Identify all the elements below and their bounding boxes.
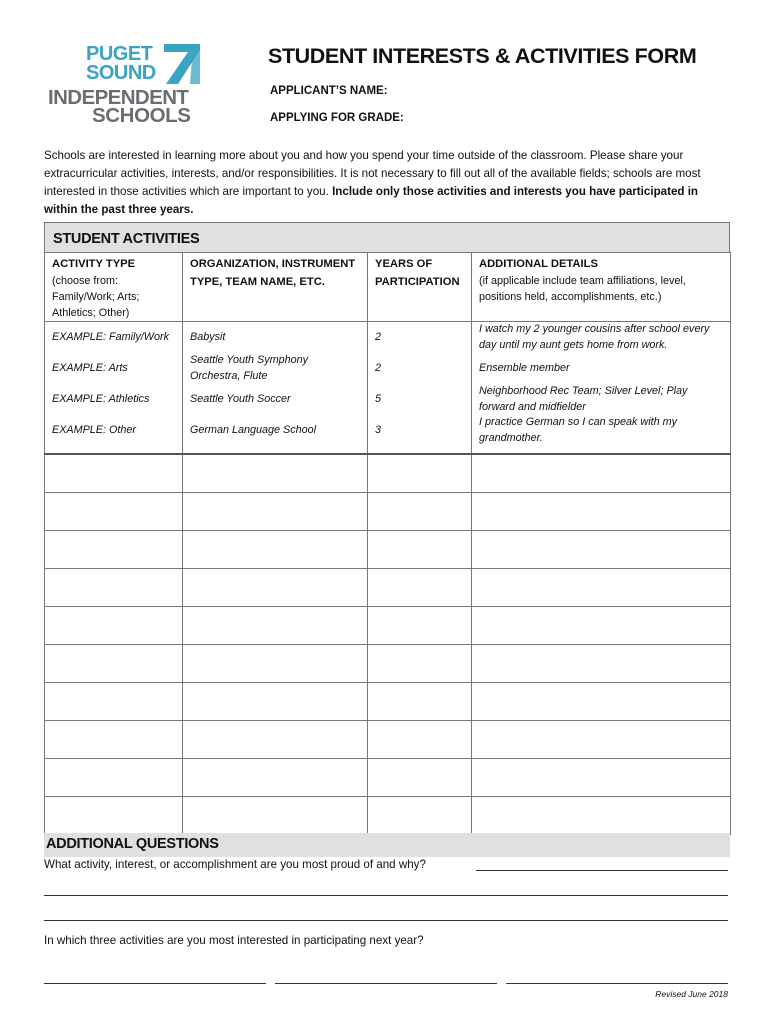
logo-word-puget: PUGET: [86, 43, 153, 65]
activity-type-cell[interactable]: [45, 607, 183, 645]
blank-activity-row: [45, 759, 731, 797]
years-cell[interactable]: [368, 645, 472, 683]
blank-activity-row: [45, 721, 731, 759]
answer-line-proud-2[interactable]: [44, 895, 728, 896]
details-cell[interactable]: [472, 645, 731, 683]
organization-cell[interactable]: [183, 721, 368, 759]
details-cell[interactable]: [472, 797, 731, 835]
logo-word-sound: SOUND: [86, 62, 156, 84]
details-cell[interactable]: [472, 454, 731, 493]
example-years: 5: [368, 384, 472, 415]
years-cell[interactable]: [368, 721, 472, 759]
details-cell[interactable]: [472, 683, 731, 721]
organization-cell[interactable]: [183, 683, 368, 721]
example-details: I watch my 2 younger cousins after school every day until my aunt gets home from work.: [472, 322, 731, 354]
col-details-sub: (if applicable include team affiliations, level, positions held, accomplishments, etc.): [479, 275, 686, 303]
blank-activity-row: [45, 683, 731, 721]
example-details: Neighborhood Rec Team; Silver Level; Play forward and midfielder: [472, 384, 731, 415]
years-cell[interactable]: [368, 797, 472, 835]
example-details: Ensemble member: [472, 353, 731, 384]
years-cell[interactable]: [368, 569, 472, 607]
col-details: [472, 253, 731, 322]
example-years: 3: [368, 415, 472, 454]
example-type: EXAMPLE: Athletics: [45, 384, 183, 415]
blank-activity-row: [45, 569, 731, 607]
answer-line-activity-1[interactable]: [44, 983, 266, 984]
col-years-title: YEARS OF PARTICIPATION: [375, 258, 460, 288]
activity-type-cell[interactable]: [45, 531, 183, 569]
blank-activity-row: [45, 531, 731, 569]
activity-type-cell[interactable]: [45, 454, 183, 493]
blank-activity-row: [45, 454, 731, 493]
additional-questions-header: [44, 833, 730, 857]
organization-cell[interactable]: [183, 454, 368, 493]
example-row: [45, 415, 731, 454]
col-details-title: ADDITIONAL DETAILS: [479, 258, 598, 270]
intro-bold-text: Include only those activities and interests you have participated in within the past three years.: [44, 185, 699, 216]
applicant-name-label: APPLICANT’S NAME:: [270, 85, 388, 97]
col-organization: [183, 253, 368, 322]
example-type: EXAMPLE: Family/Work: [45, 322, 183, 354]
organization-cell[interactable]: [183, 531, 368, 569]
col-organization-title: ORGANIZATION, INSTRUMENT TYPE, TEAM NAME, ETC.: [190, 258, 356, 288]
col-activity-type-title: ACTIVITY TYPE: [52, 258, 136, 270]
example-org: German Language School: [183, 415, 368, 454]
years-cell[interactable]: [368, 683, 472, 721]
years-cell[interactable]: [368, 531, 472, 569]
details-cell[interactable]: [472, 569, 731, 607]
years-cell[interactable]: [368, 607, 472, 645]
activity-type-cell[interactable]: [45, 797, 183, 835]
details-cell[interactable]: [472, 759, 731, 797]
example-row: [45, 322, 731, 354]
example-type: EXAMPLE: Other: [45, 415, 183, 454]
details-cell[interactable]: [472, 493, 731, 531]
intro-text: Schools are interested in learning more about you and how you spend your time outside of the classroom. Please share your extracurricular activities, interests, and/or responsibilities. It is not necessary to fill out all of the available fields; schools are most interested in those activities which are important to you.: [44, 149, 701, 198]
logo-seven-mark-icon: [160, 44, 202, 84]
logo-word-schools: SCHOOLS: [92, 104, 191, 127]
school-logo: [48, 42, 208, 128]
answer-line-activity-3[interactable]: [506, 983, 728, 984]
activity-type-cell[interactable]: [45, 759, 183, 797]
answer-line-proud-3[interactable]: [44, 920, 728, 921]
example-years: 2: [368, 353, 472, 384]
activity-type-cell[interactable]: [45, 493, 183, 531]
answer-line-proud-1[interactable]: [476, 870, 728, 871]
intro-paragraph: [44, 147, 734, 219]
example-years: 2: [368, 322, 472, 354]
details-cell[interactable]: [472, 721, 731, 759]
blank-activity-row: [45, 797, 731, 835]
details-cell[interactable]: [472, 531, 731, 569]
example-row: [45, 353, 731, 384]
details-cell[interactable]: [472, 607, 731, 645]
activities-table: [44, 252, 731, 835]
blank-activity-row: [45, 645, 731, 683]
revision-date: Revised June 2018: [655, 989, 728, 999]
blank-activity-row: [45, 493, 731, 531]
example-details: I practice German so I can speak with my grandmother.: [472, 415, 731, 454]
activity-type-cell[interactable]: [45, 683, 183, 721]
years-cell[interactable]: [368, 493, 472, 531]
organization-cell[interactable]: [183, 607, 368, 645]
student-activities-header: [44, 222, 730, 253]
organization-cell[interactable]: [183, 797, 368, 835]
example-org: Babysit: [183, 322, 368, 354]
example-org: Seattle Youth Soccer: [183, 384, 368, 415]
student-activities-title: STUDENT ACTIVITIES: [53, 231, 200, 247]
example-org: Seattle Youth Symphony Orchestra, Flute: [183, 353, 368, 384]
col-years: [368, 253, 472, 322]
blank-activity-row: [45, 607, 731, 645]
col-activity-type: [45, 253, 183, 322]
example-type: EXAMPLE: Arts: [45, 353, 183, 384]
col-activity-type-sub: (choose from: Family/Work; Arts; Athletics; Other): [52, 275, 140, 319]
years-cell[interactable]: [368, 454, 472, 493]
example-row: [45, 384, 731, 415]
form-title: STUDENT INTERESTS & ACTIVITIES FORM: [268, 44, 697, 68]
answer-line-activity-2[interactable]: [275, 983, 497, 984]
organization-cell[interactable]: [183, 569, 368, 607]
question-next-year: In which three activities are you most interested in participating next year?: [44, 934, 424, 947]
applying-grade-label: APPLYING FOR GRADE:: [270, 112, 404, 124]
organization-cell[interactable]: [183, 493, 368, 531]
table-header-row: [45, 253, 731, 322]
additional-questions-title: ADDITIONAL QUESTIONS: [46, 836, 219, 852]
years-cell[interactable]: [368, 759, 472, 797]
organization-cell[interactable]: [183, 759, 368, 797]
activity-type-cell[interactable]: [45, 569, 183, 607]
activity-type-cell[interactable]: [45, 721, 183, 759]
logo-word-independent: INDEPENDENT: [48, 86, 189, 109]
question-proud: What activity, interest, or accomplishment are you most proud of and why?: [44, 858, 426, 871]
organization-cell[interactable]: [183, 645, 368, 683]
activity-type-cell[interactable]: [45, 645, 183, 683]
